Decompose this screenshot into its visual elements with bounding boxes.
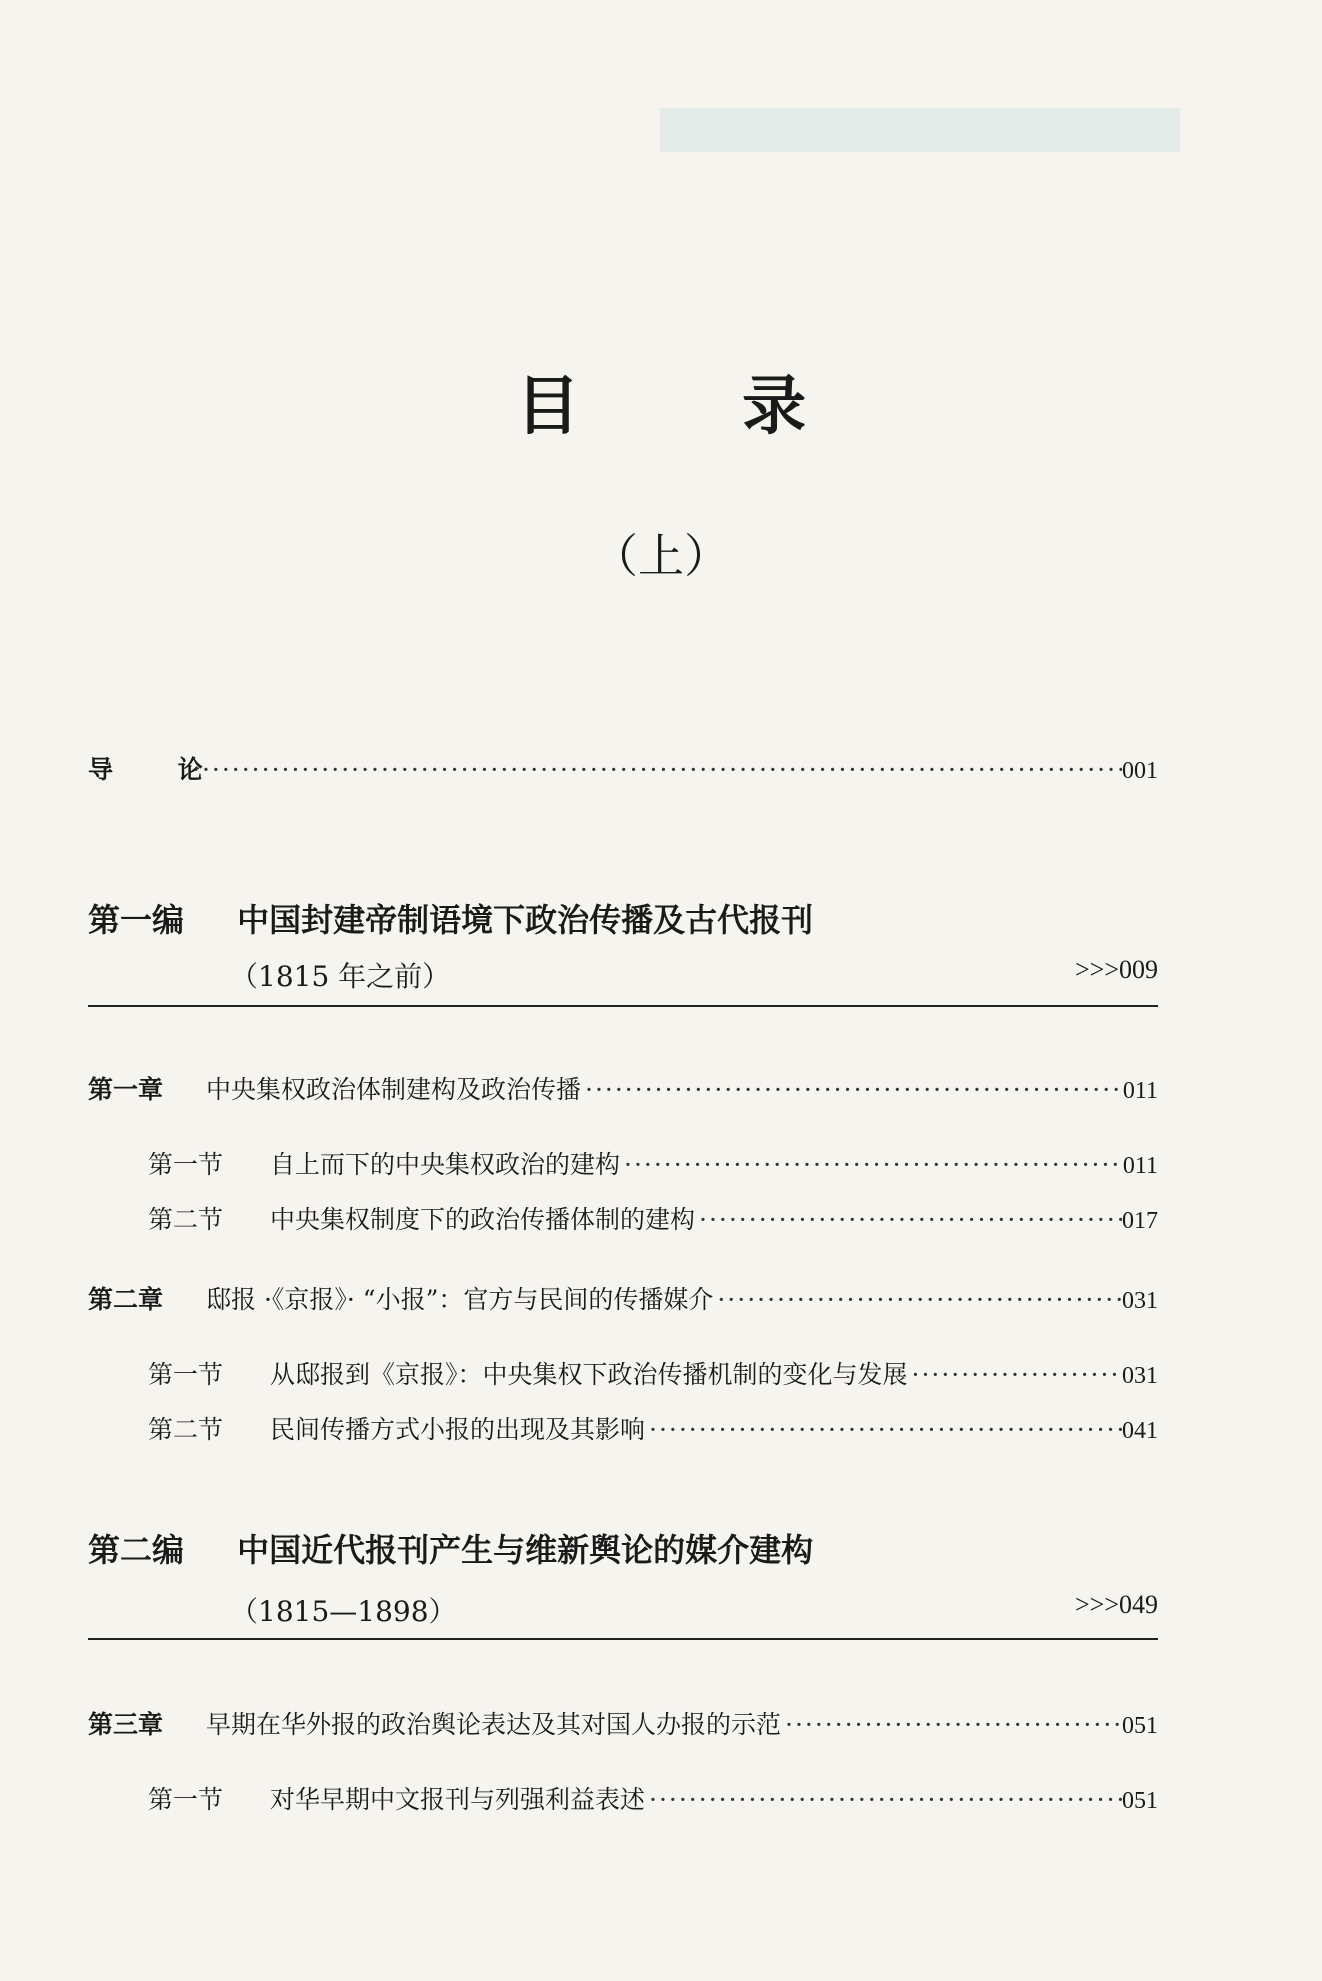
entry-title: 对华早期中文报刊与列强利益表述 (270, 1785, 646, 1814)
part-label: 第二编 (88, 1531, 185, 1569)
entry-label: 第一节 (148, 1150, 224, 1179)
dot-leader (645, 1785, 1122, 1814)
dot-leader (188, 755, 1122, 784)
volume-label: （上） (592, 529, 730, 583)
part-heading[interactable] (88, 1525, 1158, 1571)
part-title: 中国近代报刊产生与维新舆论的媒介建构 (237, 1531, 814, 1569)
page-number: 031 (1122, 1288, 1158, 1314)
entry-label: 第一章 (88, 1075, 164, 1104)
page-number: 041 (1122, 1418, 1158, 1444)
part-range: （1815 年之前） (230, 960, 451, 993)
toc-entry-section[interactable] (148, 1780, 1158, 1816)
dot-leader (713, 1285, 1122, 1314)
toc-entry-section[interactable] (148, 1145, 1158, 1181)
entry-title: 邸报 ·《京报》· “小报”：官方与民间的传播媒介 (206, 1285, 714, 1314)
dot-leader (781, 1710, 1122, 1739)
toc-entry-section[interactable] (148, 1410, 1158, 1446)
dot-leader (581, 1075, 1123, 1104)
toc-entry-chapter[interactable] (88, 1705, 1158, 1741)
entry-title: 早期在华外报的政治舆论表达及其对国人办报的示范 (206, 1710, 782, 1739)
entry-label: 第一节 (148, 1785, 224, 1814)
divider (88, 1005, 1158, 1007)
toc-entry-intro[interactable] (88, 750, 1158, 786)
part-subline (230, 955, 1158, 995)
entry-label: 第二章 (88, 1285, 164, 1314)
part-range: （1815—1898） (230, 1595, 457, 1628)
toc-entry-chapter[interactable] (88, 1280, 1158, 1316)
page-number: 017 (1122, 1208, 1158, 1234)
entry-title: 中央集权政治体制建构及政治传播 (206, 1075, 582, 1104)
page-number: 051 (1122, 1788, 1158, 1814)
entry-label: 第二节 (148, 1415, 224, 1444)
part-page: >>>009 (1075, 955, 1158, 984)
entry-label: 导 论 (88, 755, 231, 784)
entry-title: 自上而下的中央集权政治的建构 (270, 1150, 621, 1179)
page-number: 031 (1122, 1363, 1158, 1389)
toc-entry-chapter[interactable] (88, 1070, 1158, 1106)
entry-label: 第一节 (148, 1360, 224, 1389)
page-number: 011 (1122, 1153, 1158, 1179)
header-strip (660, 108, 1180, 152)
toc-entry-section[interactable] (148, 1200, 1158, 1236)
page-number: 011 (1122, 1078, 1158, 1104)
dot-leader (645, 1415, 1122, 1444)
page-number: 001 (1122, 758, 1158, 784)
page-number: 051 (1122, 1713, 1158, 1739)
dot-leader (620, 1150, 1123, 1179)
toc-entry-section[interactable] (148, 1355, 1158, 1391)
part-heading[interactable] (88, 895, 1158, 941)
part-label: 第一编 (88, 901, 185, 939)
entry-title: 中央集权制度下的政治传播体制的建构 (270, 1205, 696, 1234)
part-page: >>>049 (1075, 1590, 1158, 1619)
dot-leader (695, 1205, 1122, 1234)
entry-label: 第二节 (148, 1205, 224, 1234)
entry-title: 民间传播方式小报的出现及其影响 (270, 1415, 646, 1444)
dot-leader (908, 1360, 1122, 1389)
entry-title: 从邸报到《京报》：中央集权下政治传播机制的变化与发展 (270, 1360, 908, 1389)
part-title: 中国封建帝制语境下政治传播及古代报刊 (237, 901, 814, 939)
page-title: 目 录 (515, 369, 877, 444)
entry-label: 第三章 (88, 1710, 164, 1739)
divider (88, 1638, 1158, 1640)
part-subline (230, 1590, 1158, 1630)
